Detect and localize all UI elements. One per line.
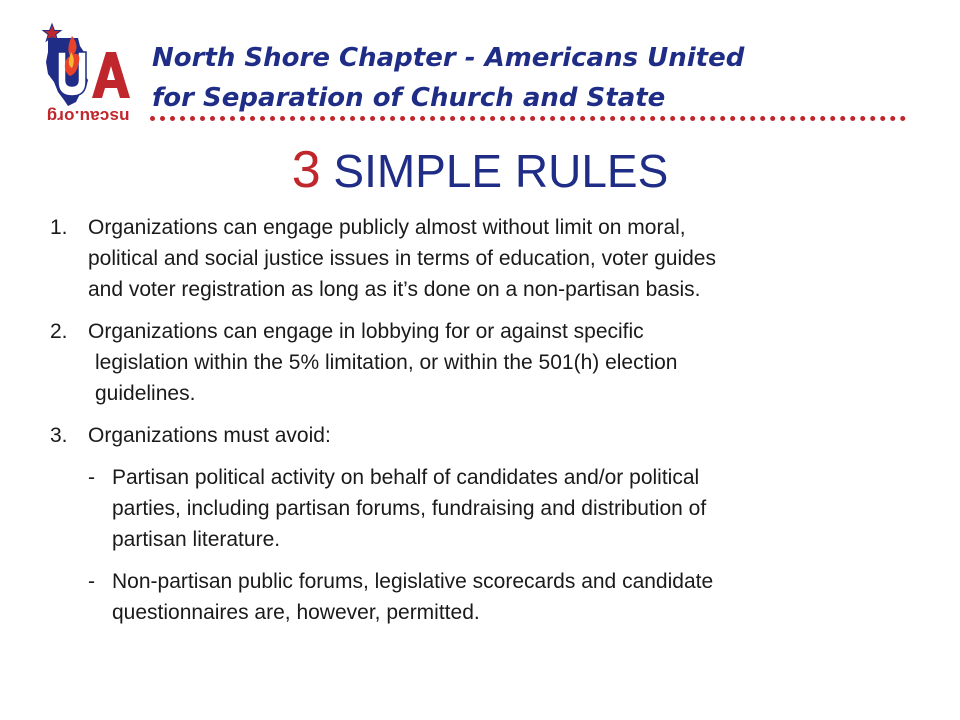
sub-item	[88, 462, 930, 555]
rule-line: legislation within the 5% limitation, or within the 501(h) election	[95, 351, 678, 374]
rule-item	[50, 316, 930, 409]
rule-marker: 3.	[50, 424, 68, 447]
sub-item-marker: -	[88, 570, 95, 593]
rule-item	[50, 212, 930, 305]
sub-item-line: Non-partisan public forums, legislative scorecards and candidate	[112, 570, 714, 593]
sub-item-line: Partisan political activity on behalf of candidates and/or political	[112, 466, 700, 489]
rule-line: Organizations can engage publicly almost without limit on moral,	[88, 216, 686, 239]
rule-marker: 1.	[50, 216, 68, 239]
heading-text: SIMPLE RULES	[333, 145, 669, 197]
rule-line: political and social justice issues in terms of education, voter guides	[88, 247, 716, 270]
sub-item-text	[112, 462, 930, 555]
rule-line: Organizations can engage in lobbying for or against specific	[88, 320, 644, 343]
illinois-map-icon	[38, 22, 138, 108]
organization-title-line-1: North Shore Chapter - Americans United	[152, 43, 745, 73]
rule-text	[88, 212, 930, 305]
rule-marker: 2.	[50, 320, 68, 343]
heading-number: 3	[291, 141, 321, 199]
rule-text	[88, 420, 930, 451]
logo-url-text: nscau.org	[46, 107, 130, 126]
sub-item-line: questionnaires are, however, permitted.	[112, 601, 480, 624]
sub-item	[88, 566, 930, 628]
sub-item-line: parties, including partisan forums, fundraising and distribution of	[112, 497, 707, 520]
rule-line: Organizations must avoid:	[88, 424, 331, 447]
sub-item-marker: -	[88, 466, 95, 489]
rule-line: and voter registration as long as it’s done on a non-partisan basis.	[88, 278, 701, 301]
sub-item-text	[112, 566, 930, 628]
dotted-divider	[150, 116, 906, 121]
sub-item-line: partisan literature.	[112, 528, 281, 551]
organization-title	[152, 38, 912, 118]
page-heading	[0, 140, 960, 201]
organization-title-line-2: for Separation of Church and State	[152, 83, 666, 113]
rule-item	[50, 420, 930, 451]
nscau-logo	[38, 22, 138, 134]
rules-list	[50, 212, 930, 639]
rule-line: guidelines.	[95, 382, 196, 405]
rule-text	[88, 316, 930, 409]
